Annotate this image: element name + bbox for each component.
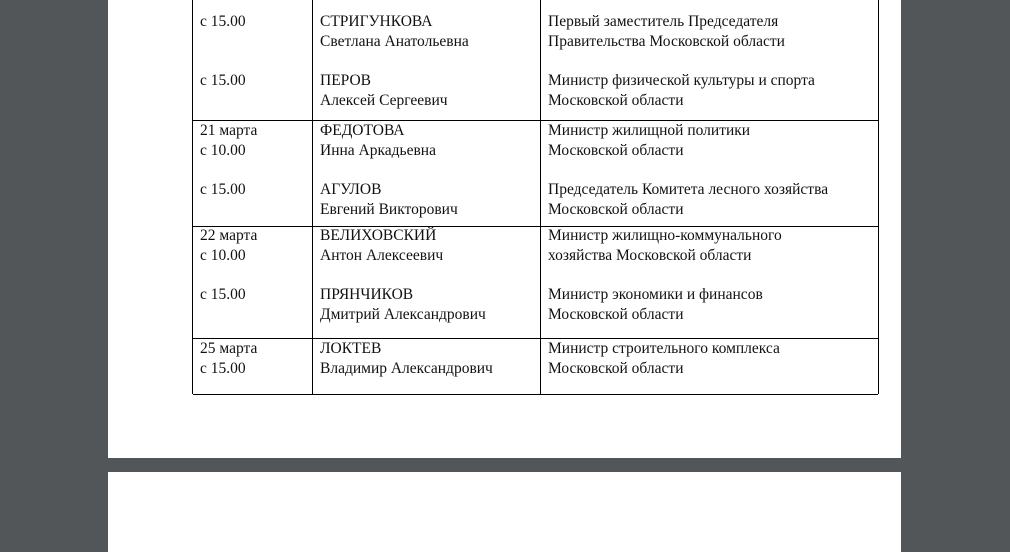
surname-text: ВЕЛИХОВСКИЙ	[320, 227, 437, 244]
time-text: с 15.00	[200, 360, 246, 377]
position-text: Первый заместитель Председателя	[548, 13, 779, 30]
next-page	[108, 472, 901, 552]
time-text: с 10.00	[200, 142, 246, 159]
schedule-table	[192, 0, 879, 394]
position-text: Министр жилищно-коммунального	[548, 227, 782, 244]
time-text: с 15.00	[200, 181, 246, 198]
name-text: Дмитрий Александрович	[320, 306, 486, 323]
position-text: Московской области	[548, 142, 684, 159]
name-text: Алексей Сергеевич	[320, 92, 448, 109]
name-text: Евгений Викторович	[320, 201, 458, 218]
time-text: с 10.00	[200, 247, 246, 264]
surname-text: ФЕДОТОВА	[320, 122, 405, 139]
document-page	[108, 0, 901, 458]
position-text: Председатель Комитета лесного хозяйства	[548, 181, 829, 198]
position-text: Московской области	[548, 92, 684, 109]
position-text: Министр экономики и финансов	[548, 286, 763, 303]
name-text: Антон Алексеевич	[320, 247, 444, 264]
position-text: Министр строительного комплекса	[548, 340, 780, 357]
surname-text: СТРИГУНКОВА	[320, 13, 433, 30]
position-text: Министр физической культуры и спорта	[548, 72, 815, 89]
time-text: с 15.00	[200, 286, 246, 303]
date-text: 22 марта	[200, 227, 258, 244]
date-text: 25 марта	[200, 340, 258, 357]
name-text: Инна Аркадьевна	[320, 142, 436, 159]
surname-text: ЛОКТЕВ	[320, 340, 382, 357]
position-text: Московской области	[548, 306, 684, 323]
position-text: Московской области	[548, 360, 684, 377]
time-text: с 15.00	[200, 13, 246, 30]
surname-text: ПЕРОВ	[320, 72, 372, 89]
name-text: Владимир Александрович	[320, 360, 493, 377]
surname-text: ПРЯНЧИКОВ	[320, 286, 414, 303]
surname-text: АГУЛОВ	[320, 181, 382, 198]
time-text: с 15.00	[200, 72, 246, 89]
position-text: хозяйства Московской области	[548, 247, 752, 264]
position-text: Правительства Московской области	[548, 33, 785, 50]
position-text: Министр жилищной политики	[548, 122, 751, 139]
date-text: 21 марта	[200, 122, 258, 139]
table-row	[193, 121, 878, 227]
name-text: Светлана Анатольевна	[320, 33, 469, 50]
position-text: Московской области	[548, 201, 684, 218]
